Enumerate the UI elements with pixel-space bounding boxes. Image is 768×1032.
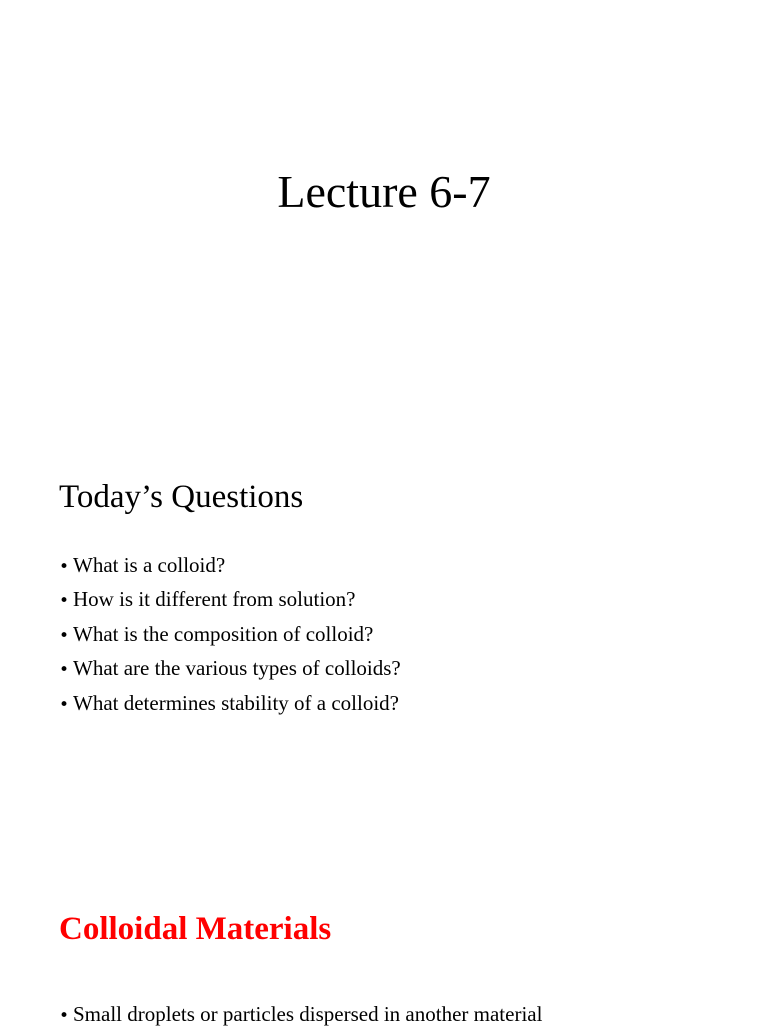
list-item-text: What are the various types of colloids? bbox=[73, 656, 401, 681]
bullet-icon: • bbox=[59, 557, 70, 577]
list-item bbox=[59, 583, 401, 617]
list-item bbox=[59, 618, 401, 652]
colloidal-materials-heading: Colloidal Materials bbox=[59, 911, 332, 947]
list-item bbox=[59, 652, 401, 686]
bullet-icon: • bbox=[59, 625, 70, 646]
bullet-icon: • bbox=[59, 1006, 70, 1026]
list-item-text: What is a colloid? bbox=[73, 553, 226, 577]
questions-list bbox=[59, 549, 401, 721]
slide-lecture-title bbox=[0, 0, 768, 432]
lecture-title: Lecture 6-7 bbox=[277, 166, 491, 217]
slide-colloidal-materials bbox=[0, 864, 768, 1024]
list-item bbox=[59, 549, 401, 583]
list-item-text: How is it different from solution? bbox=[73, 587, 356, 612]
list-item bbox=[59, 998, 542, 1032]
bullet-icon: • bbox=[59, 660, 70, 681]
colloidal-list bbox=[59, 998, 542, 1032]
list-item-text: Small droplets or particles dispersed in another material bbox=[73, 1002, 543, 1026]
bullet-icon: • bbox=[59, 694, 70, 715]
list-item-text: What is the composition of colloid? bbox=[73, 621, 374, 646]
questions-heading: Today’s Questions bbox=[59, 479, 304, 515]
bullet-icon: • bbox=[59, 591, 70, 612]
slide-todays-questions bbox=[0, 432, 768, 864]
list-item bbox=[59, 687, 401, 721]
list-item-text: What determines stability of a colloid? bbox=[73, 690, 399, 715]
